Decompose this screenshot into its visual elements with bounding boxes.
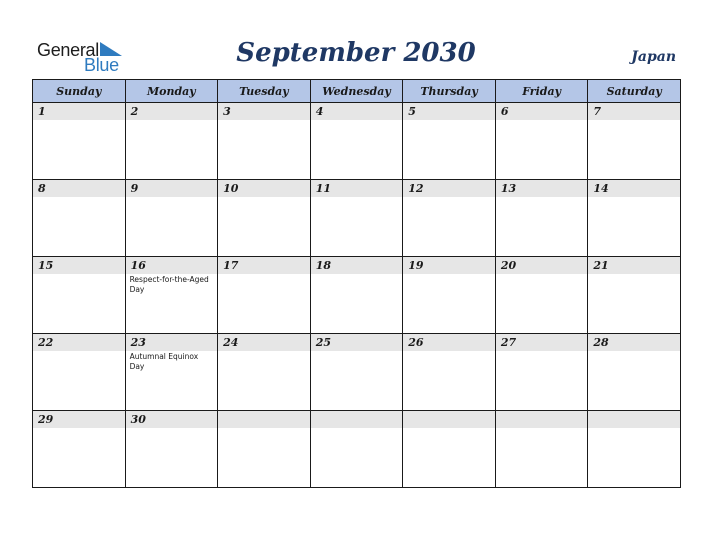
day-number: 27 xyxy=(500,336,517,349)
day-cell xyxy=(403,257,496,334)
day-cell xyxy=(588,334,681,411)
day-number-bar xyxy=(311,180,403,197)
day-cell xyxy=(125,180,218,257)
day-cell xyxy=(218,411,311,488)
day-cell xyxy=(33,411,126,488)
day-number-bar xyxy=(126,411,218,428)
day-number: 17 xyxy=(223,259,239,272)
day-cell xyxy=(403,180,496,257)
day-cell xyxy=(495,180,588,257)
day-number-bar xyxy=(33,334,125,351)
weekday-header-row xyxy=(33,80,681,103)
day-number: 13 xyxy=(500,182,517,195)
day-number: 28 xyxy=(593,336,609,349)
weekday-header: Sunday xyxy=(33,80,126,103)
day-number-bar xyxy=(496,103,588,120)
day-cell xyxy=(495,257,588,334)
week-row xyxy=(33,411,681,488)
day-cell xyxy=(495,103,588,180)
day-cell xyxy=(403,334,496,411)
day-number-bar xyxy=(496,257,588,274)
day-number-bar xyxy=(588,257,680,274)
day-number-bar xyxy=(33,411,125,428)
day-number-bar xyxy=(33,103,125,120)
day-cell xyxy=(125,103,218,180)
day-number-bar xyxy=(126,103,218,120)
day-cell xyxy=(33,257,126,334)
day-cell xyxy=(310,180,403,257)
day-number-bar xyxy=(403,257,495,274)
day-number: 25 xyxy=(315,336,331,349)
day-number-bar xyxy=(403,180,495,197)
day-number: 2 xyxy=(130,105,139,118)
day-cell xyxy=(125,334,218,411)
day-number: 16 xyxy=(130,259,146,272)
day-number-bar xyxy=(496,411,588,428)
day-number: 29 xyxy=(38,413,54,426)
day-number: 9 xyxy=(130,182,139,195)
day-cell xyxy=(125,411,218,488)
day-cell xyxy=(310,411,403,488)
day-number: 23 xyxy=(130,336,146,349)
week-row xyxy=(33,180,681,257)
day-cell xyxy=(588,411,681,488)
week-row xyxy=(33,103,681,180)
week-row xyxy=(33,334,681,411)
day-number: 18 xyxy=(315,259,331,272)
day-number-bar xyxy=(218,257,310,274)
calendar-title: September 2030 xyxy=(236,38,476,68)
day-cell xyxy=(33,180,126,257)
day-cell xyxy=(495,411,588,488)
day-cell xyxy=(588,257,681,334)
holiday-event: Autumnal Equinox Day xyxy=(129,352,199,371)
day-number: 1 xyxy=(38,105,46,118)
day-cell xyxy=(33,103,126,180)
day-number-bar xyxy=(588,334,680,351)
day-number-bar xyxy=(218,334,310,351)
day-number: 10 xyxy=(223,182,239,195)
day-number: 24 xyxy=(223,336,239,349)
weekday-header: Tuesday xyxy=(218,80,311,103)
calendar-grid xyxy=(32,79,681,488)
day-number: 8 xyxy=(38,182,46,195)
day-cell xyxy=(310,103,403,180)
day-number: 11 xyxy=(315,182,331,195)
day-cell xyxy=(218,103,311,180)
day-number-bar xyxy=(126,334,218,351)
day-number: 15 xyxy=(38,259,54,272)
day-cell xyxy=(588,180,681,257)
day-cell xyxy=(403,103,496,180)
day-cell xyxy=(218,180,311,257)
day-number: 14 xyxy=(593,182,609,195)
day-number-bar xyxy=(496,334,588,351)
holiday-event: Respect-for-the-Aged Day xyxy=(129,275,209,294)
day-number-bar xyxy=(218,411,310,428)
day-number-bar xyxy=(33,257,125,274)
day-number-bar xyxy=(126,180,218,197)
day-number-bar xyxy=(403,411,495,428)
day-number: 26 xyxy=(408,336,424,349)
day-cell xyxy=(33,334,126,411)
day-number: 4 xyxy=(315,105,324,118)
weekday-header: Thursday xyxy=(403,80,496,103)
day-cell xyxy=(403,411,496,488)
day-number-bar xyxy=(218,103,310,120)
logo-text-general: General xyxy=(37,40,99,60)
country-label: Japan xyxy=(631,49,676,65)
day-number-bar xyxy=(588,103,680,120)
day-cell xyxy=(310,334,403,411)
day-number-bar xyxy=(311,411,403,428)
day-cell xyxy=(495,334,588,411)
day-number-bar xyxy=(311,334,403,351)
day-number: 5 xyxy=(408,105,416,118)
day-number: 20 xyxy=(500,259,517,272)
day-number-bar xyxy=(218,180,310,197)
logo-text-blue: Blue xyxy=(84,55,119,75)
day-number-bar xyxy=(311,103,403,120)
day-number: 7 xyxy=(593,105,602,118)
day-number: 22 xyxy=(38,336,54,349)
day-number: 21 xyxy=(593,259,609,272)
day-cell xyxy=(310,257,403,334)
weekday-header: Friday xyxy=(495,80,588,103)
day-cell xyxy=(218,257,311,334)
day-number: 30 xyxy=(130,413,146,426)
day-cell xyxy=(588,103,681,180)
day-number-bar xyxy=(496,180,588,197)
day-number: 3 xyxy=(223,105,231,118)
weekday-header: Monday xyxy=(125,80,218,103)
weekday-header: Saturday xyxy=(588,80,681,103)
week-row xyxy=(33,257,681,334)
day-cell xyxy=(218,334,311,411)
day-number-bar xyxy=(588,180,680,197)
day-number-bar xyxy=(588,411,680,428)
day-number-bar xyxy=(33,180,125,197)
day-number: 12 xyxy=(408,182,424,195)
weekday-header: Wednesday xyxy=(310,80,403,103)
day-number-bar xyxy=(403,103,495,120)
day-number-bar xyxy=(126,257,218,274)
day-cell xyxy=(125,257,218,334)
day-number: 19 xyxy=(408,259,424,272)
day-number-bar xyxy=(311,257,403,274)
day-number-bar xyxy=(403,334,495,351)
day-number: 6 xyxy=(500,105,509,118)
